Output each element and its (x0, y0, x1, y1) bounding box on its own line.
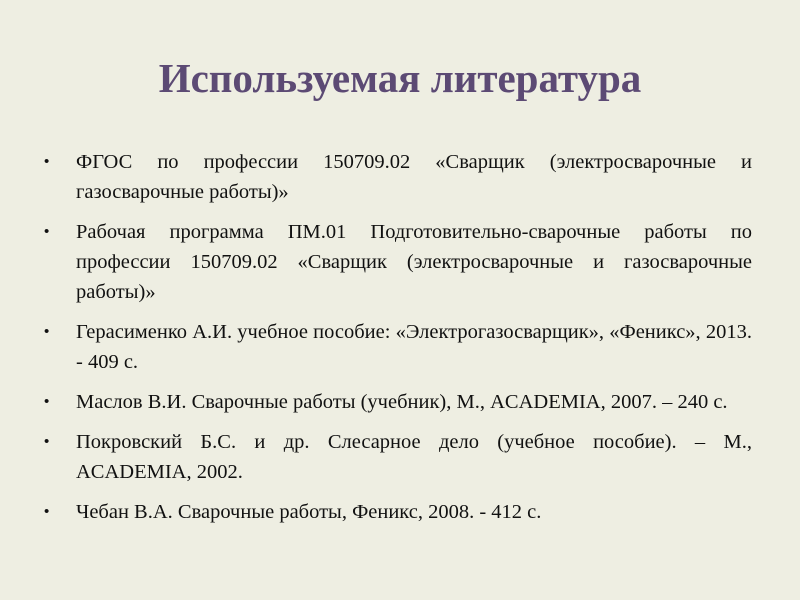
list-item (44, 147, 752, 207)
list-item-text: Покровский Б.С. и др. Слесарное дело (учебное пособие). – М., ACADEMIA, 2002. (76, 431, 752, 483)
bullet-icon: • (44, 153, 50, 170)
list-item-text: ФГОС по профессии 150709.02 «Сварщик (электросварочные и газосварочные работы)» (76, 151, 752, 203)
bullet-icon: • (44, 323, 50, 340)
list-item (44, 387, 752, 417)
bullet-icon: • (44, 503, 50, 520)
slide-title: Используемая литература (158, 55, 642, 101)
list-item (44, 317, 752, 377)
list-item-text: Рабочая программа ПМ.01 Подготовительно-сварочные работы по профессии 150709.02 «Сварщик (электросварочные и газосварочные работы)» (76, 221, 752, 303)
list-item (44, 217, 752, 307)
bullet-icon: • (44, 223, 50, 240)
list-item-text: Герасименко А.И. учебное пособие: «Электрогазосварщик», «Феникс», 2013. - 409 с. (76, 321, 752, 373)
list-item-text: Чебан В.А. Сварочные работы, Феникс, 2008. - 412 с. (76, 501, 542, 523)
bullet-icon: • (44, 393, 50, 410)
bullet-icon: • (44, 433, 50, 450)
literature-list (44, 147, 752, 537)
list-item (44, 427, 752, 487)
list-item-text: Маслов В.И. Сварочные работы (учебник), М., ACADEMIA, 2007. – 240 с. (76, 391, 728, 413)
list-item (44, 497, 752, 527)
